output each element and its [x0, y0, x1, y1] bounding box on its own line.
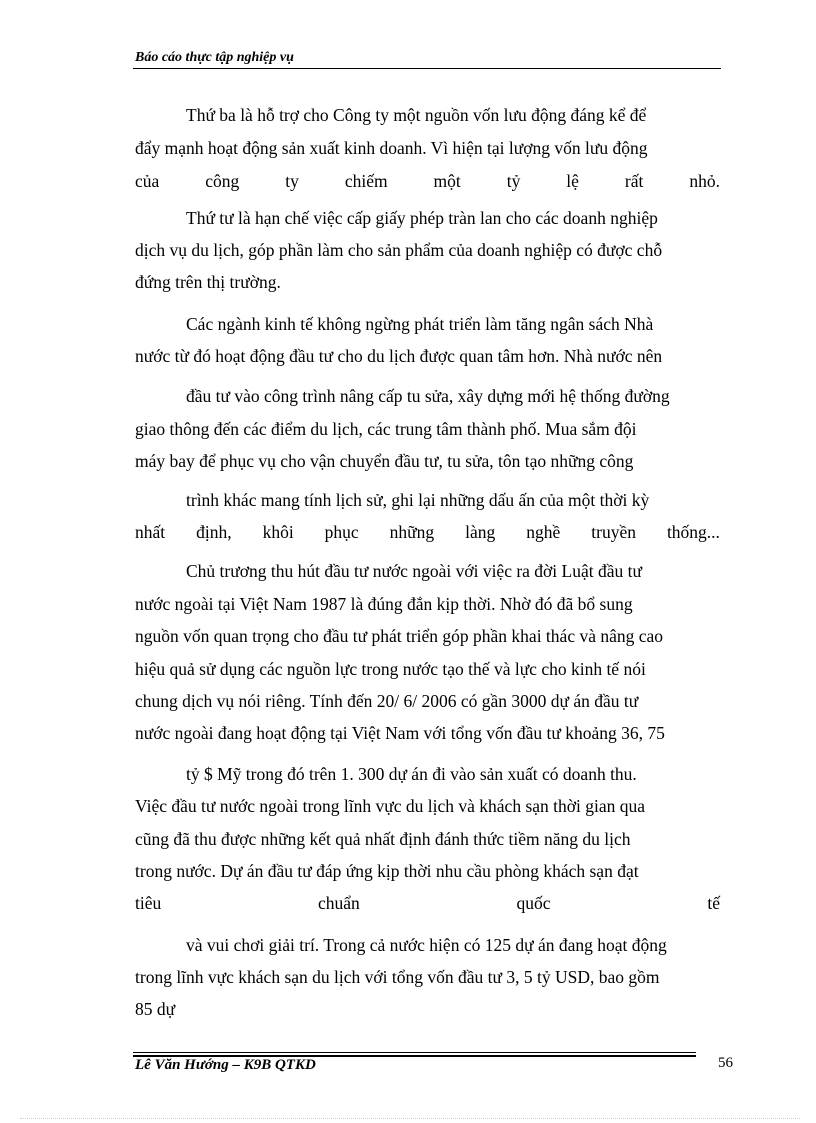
text-line: hiệu quả sử dụng các nguồn lực trong nước tạo thế và lực cho kinh tế nói [135, 659, 646, 679]
text-line: và vui chơi giải trí. Trong cả nước hiện có 125 dự án đang hoạt động [186, 935, 667, 955]
text-line: cũng đã thu được những kết quả nhất định đánh thức tiềm năng du lịch [135, 829, 631, 849]
text-line: trong nước. Dự án đầu tư đáp ứng kịp thời nhu cầu phòng khách sạn đạt [135, 861, 639, 881]
text-line: trình khác mang tính lịch sử, ghi lại những dấu ấn của một thời kỳ [186, 490, 650, 510]
text-line: Việc đầu tư nước ngoài trong lĩnh vực du lịch và khách sạn thời gian qua [135, 796, 646, 816]
text-line: nước từ đó hoạt động đầu tư cho du lịch được quan tâm hơn. Nhà nước nên [135, 346, 663, 366]
text-line: dịch vụ du lịch, góp phần làm cho sản phẩm của doanh nghiệp có được chỗ [135, 240, 663, 260]
word: chiếm [344, 171, 388, 191]
text-line: đứng trên thị trường. [135, 272, 281, 292]
text-line: giao thông đến các điểm du lịch, các trung tâm thành phố. Mua sắm đội [135, 419, 637, 439]
text-line: trong lĩnh vực khách sạn du lịch với tổng vốn đầu tư 3, 5 tỷ USD, bao gồm [135, 967, 660, 987]
header-title: Báo cáo thực tập nghiệp vụ [135, 50, 294, 65]
footer-rule [133, 1052, 696, 1053]
text-line: máy bay để phục vụ cho vận chuyển đầu tư, tu sửa, tôn tạo những công [135, 451, 634, 471]
word: định, [196, 522, 232, 542]
word: lệ [566, 171, 579, 191]
word: những [389, 522, 435, 542]
word: của [135, 171, 160, 191]
text-line: tỷ $ Mỹ trong đó trên 1. 300 dự án đi vào sản xuất có doanh thu. [186, 764, 637, 784]
footer-author: Lê Văn Hướng – K9B QTKD [135, 1057, 316, 1073]
text-line: 85 dự [135, 999, 176, 1019]
word: chuẩn [318, 893, 360, 913]
word: làng [465, 522, 496, 542]
text-line: nước ngoài tại Việt Nam 1987 là đúng đắn kịp thời. Nhờ đó đã bổ sung [135, 594, 633, 614]
page-edge-dotted-line [20, 1118, 800, 1119]
text-line-justified [135, 521, 720, 543]
word: tiêu [135, 893, 162, 913]
text-line: nguồn vốn quan trọng cho đầu tư phát triển góp phần khai thác và nâng cao [135, 626, 664, 646]
text-line: Thứ tư là hạn chế việc cấp giấy phép tràn lan cho các doanh nghiệp [186, 208, 658, 228]
text-line: Thứ ba là hỗ trợ cho Công ty một nguồn vốn lưu động đáng kể để [186, 105, 647, 125]
word: ty [285, 171, 299, 191]
word: thống... [666, 522, 720, 542]
text-line: chung dịch vụ nói riêng. Tính đến 20/ 6/ 2006 có gần 3000 dự án đầu tư [135, 691, 639, 711]
word: tế [707, 893, 720, 913]
page-number: 56 [718, 1055, 733, 1071]
word: tỷ [506, 171, 521, 191]
word: nhỏ. [689, 171, 720, 191]
word: truyền [591, 522, 636, 542]
word: phục [324, 522, 359, 542]
word: công [205, 171, 240, 191]
word: nghề [526, 522, 561, 542]
text-line: Các ngành kinh tế không ngừng phát triển làm tăng ngân sách Nhà [186, 314, 654, 334]
word: rất [624, 171, 644, 191]
word: khôi [262, 522, 294, 542]
word: nhất [135, 522, 166, 542]
word: một [433, 171, 461, 191]
text-line-justified [135, 170, 720, 192]
text-line: Chủ trương thu hút đầu tư nước ngoài với việc ra đời Luật đầu tư [186, 561, 642, 581]
text-line: nước ngoài đang hoạt động tại Việt Nam với tổng vốn đầu tư khoảng 36, 75 [135, 723, 665, 743]
text-line: đẩy mạnh hoạt động sản xuất kinh doanh. Vì hiện tại lượng vốn lưu động [135, 138, 648, 158]
header-rule [133, 68, 721, 69]
word: quốc [516, 893, 551, 913]
text-line-justified [135, 892, 720, 914]
text-line: đầu tư vào công trình nâng cấp tu sửa, xây dựng mới hệ thống đường [186, 386, 670, 406]
